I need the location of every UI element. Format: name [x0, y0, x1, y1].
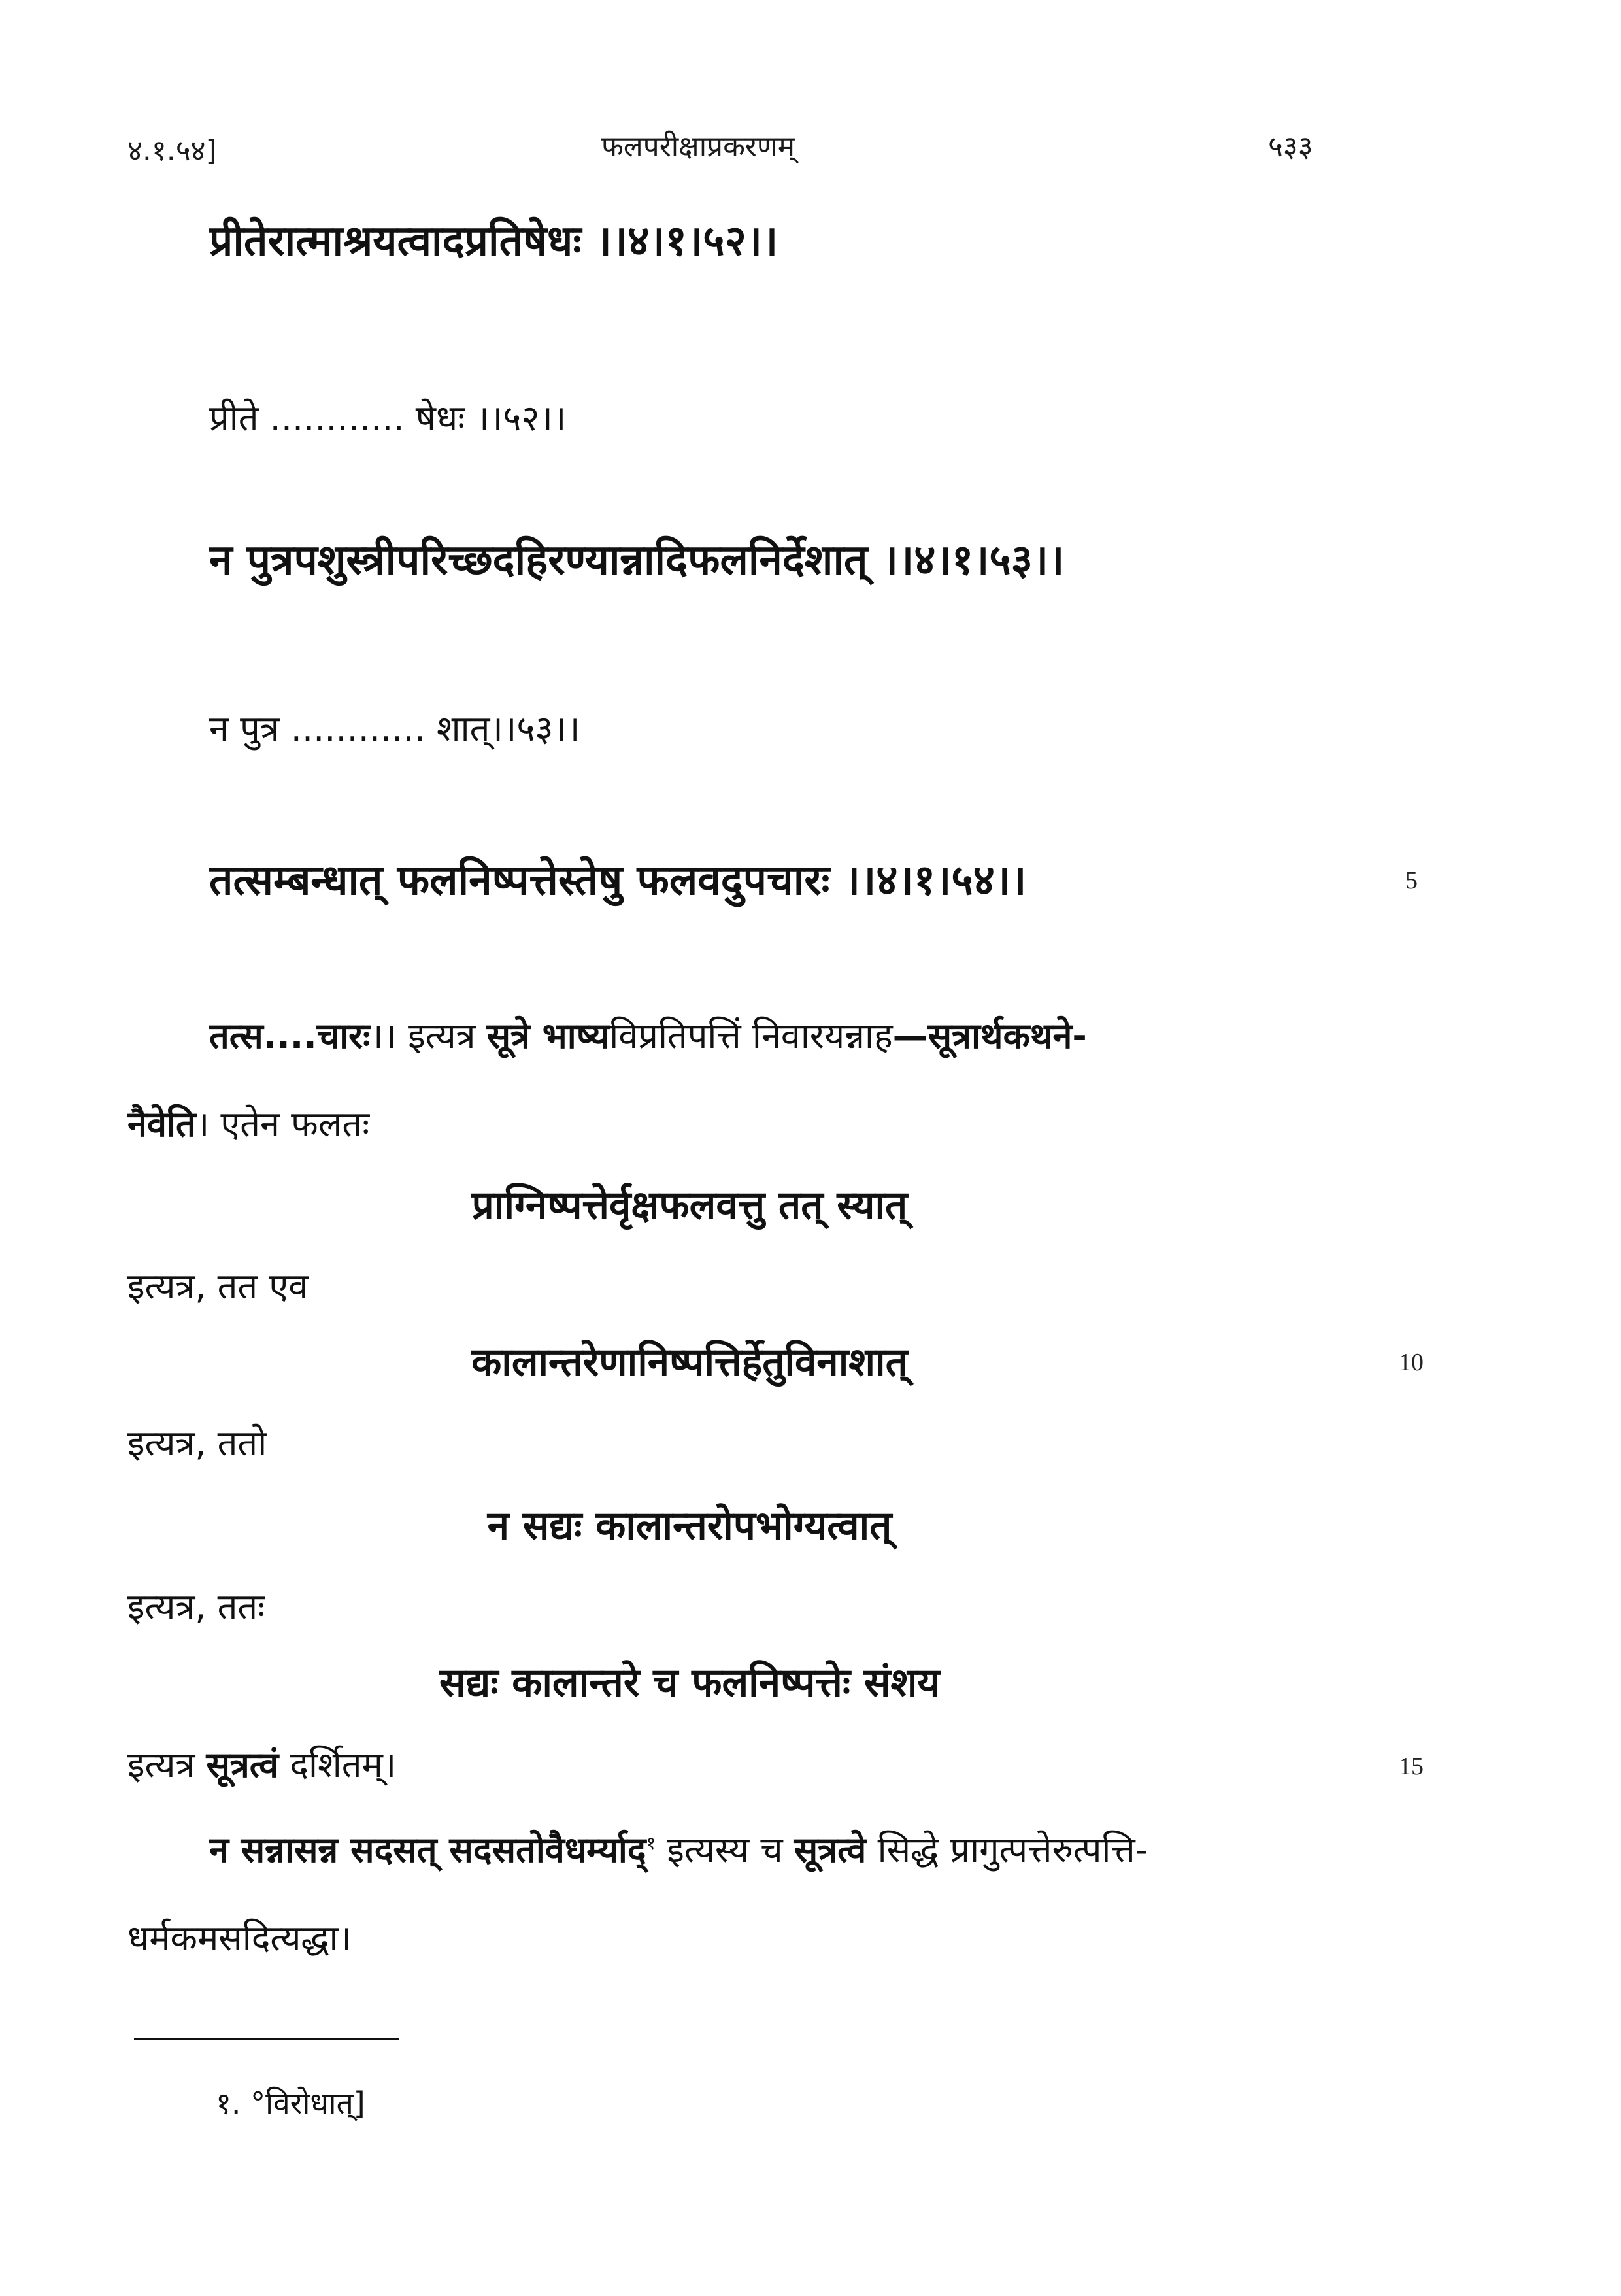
para2-text-1: इत्यस्य च	[667, 1829, 783, 1870]
para1-text-2: विप्रतिपत्तिं निवारयन्नाह	[609, 1015, 893, 1056]
para1-bold-4: नैवेति	[127, 1104, 196, 1145]
header-page-number: ५३३	[1268, 130, 1313, 163]
sutra-52: प्रीतेरात्माश्रयत्वादप्रतिषेधः ।।४।१।५२।।	[209, 217, 778, 265]
quote-1: प्राग्निष्पत्तेर्वृक्षफलवत्तु तत् स्यात्	[471, 1183, 908, 1228]
para1-text-3: । एतेन फलतः	[195, 1104, 370, 1145]
para2-bold-2: सूत्रत्वे	[794, 1829, 867, 1870]
line-d-bold: सूत्रत्वं	[206, 1744, 279, 1785]
para2-bold-1: न सन्नासन्न सदसत् सदसतोवैधर्म्याद्	[209, 1829, 646, 1870]
para1-bold-2: सूत्रे भाष्य	[486, 1015, 610, 1056]
iti-line-c: इत्यत्र, ततः	[127, 1586, 265, 1627]
quote-2: कालान्तरेणानिष्पत्तिर्हेतुविनाशात्	[471, 1340, 908, 1385]
para2-text-2: सिद्धे प्रागुत्पत्तेरुत्पत्ति-	[877, 1829, 1148, 1870]
line-number-15: 15	[1399, 1753, 1424, 1780]
quote-4: सद्यः कालान्तरे च फलनिष्पत्तेः संशय	[439, 1660, 941, 1706]
para1-bold-1: तत्स....चारः	[209, 1015, 371, 1056]
line-number-10: 10	[1399, 1349, 1424, 1376]
iti-line-b: इत्यत्र, ततो	[127, 1423, 267, 1464]
footnote-rule	[134, 2038, 399, 2040]
para2-footnote-marker: १	[646, 1832, 656, 1854]
iti-line-a: इत्यत्र, तत एव	[127, 1266, 309, 1307]
sutra-53-abbrev: न पुत्र ............ शात्।।५३।।	[209, 708, 580, 749]
line-number-5: 5	[1405, 867, 1418, 894]
para1-text-1: ।। इत्यत्र	[370, 1015, 476, 1056]
header-chapter-title: फलपरीक्षाप्रकरणम्	[601, 130, 795, 163]
iti-line-d	[127, 1739, 396, 1787]
line-d-text-1: इत्यत्र	[127, 1744, 195, 1785]
line-d-text-2: दर्शितम्।	[290, 1744, 397, 1785]
commentary-para1-line2	[127, 1098, 369, 1147]
commentary-para2-line1	[209, 1824, 1148, 1872]
commentary-para2-line2: धर्मकमसदित्यद्धा।	[127, 1917, 352, 1959]
quote-3: न सद्यः कालान्तरोपभोग्यत्वात्	[487, 1503, 892, 1549]
footnote-1: १. °विरोधात्]	[216, 2085, 365, 2121]
sutra-54: तत्सम्बन्धात् फलनिष्पत्तेस्तेषु फलवदुपचारः ।।४।१।५४।।	[209, 856, 1027, 905]
para1-bold-3: —सूत्रार्थकथने-	[892, 1015, 1087, 1056]
sutra-52-abbrev: प्रीते ............ षेधः ।।५२।।	[209, 397, 567, 439]
commentary-para1-line1	[209, 1010, 1087, 1058]
header-section-ref: ४.१.५४]	[127, 134, 217, 167]
sutra-53: न पुत्रपशुस्त्रीपरिच्छदहिरण्यान्नादिफलनिर्देशात् ।।४।१।५३।।	[209, 536, 1065, 584]
